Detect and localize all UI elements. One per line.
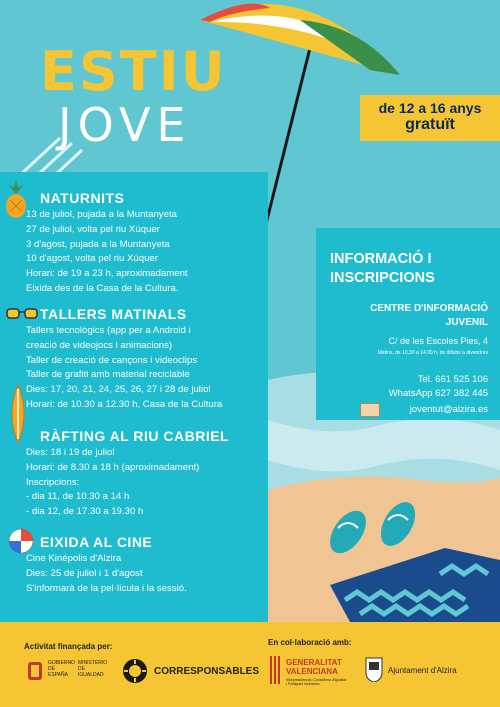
list-item: Dies: 25 de juliol i 1 d'agost [26, 567, 143, 579]
funded-label: Activitat finançada per: [24, 642, 113, 651]
info-title-line: INFORMACIÓ I [330, 251, 432, 267]
list-item: Horari: de 10.30 a 12.30 h, Casa de la Cultura [26, 398, 223, 410]
pineapple-icon [0, 180, 40, 220]
gva-name [286, 658, 342, 676]
centre-name-line: CENTRE D'INFORMACIÓ [370, 303, 488, 314]
list-item: 13 de juliol, pujada a la Muntanyeta [26, 209, 177, 220]
info-title-line: INSCRIPCIONS [330, 270, 435, 286]
spain-coat-of-arms-icon [26, 658, 44, 682]
naturnits-body [26, 208, 188, 297]
phone-number[interactable]: Tel. 661 525 106 [417, 374, 488, 385]
list-item: 10 d'agost, volta pel riu Xúquer [26, 253, 158, 265]
list-item: Dies: 18 i 19 de juliol [26, 447, 115, 458]
tallers-title: TALLERS MATINALS [40, 306, 187, 322]
centre-address: C/ de les Escoles Pies, 4 [388, 336, 488, 346]
list-item: Horari: de 8.30 a 18 h (aproximadament) [26, 461, 200, 473]
list-item: 3 d'agost, pujada a la Muntanyeta [26, 238, 170, 250]
list-item: Taller de grafiti amb material reciclable [26, 369, 190, 381]
footer [0, 622, 500, 707]
title-jove: JOVE [58, 98, 192, 152]
generalitat-flag-icon [268, 656, 282, 684]
age-badge [360, 95, 500, 141]
gov-text: GOBIERNO DE ESPAÑA [48, 660, 75, 678]
gva-name-line: VALENCIANA [286, 667, 338, 676]
whatsapp-number[interactable]: WhatsApp 627 382 445 [388, 388, 488, 399]
sunglasses-icon [6, 305, 38, 323]
rafting-title: RÀFTING AL RIU CABRIEL [40, 428, 230, 444]
price-label: gratuït [405, 116, 455, 133]
corresponsables-text: CORRESPONSABLES [154, 666, 260, 677]
list-item: Eixida des de la Casa de la Cultura. [26, 282, 179, 294]
ajuntament-name: Ajuntament d'Alzira [388, 666, 457, 675]
list-item: S'informarà de la pel·lícula i la sessió. [26, 582, 187, 594]
list-item: Horari: de 19 a 23 h, aproximadament [26, 268, 188, 280]
corresponsables-logo-icon [122, 658, 148, 684]
list-item: creació de videojocs i animacions) [26, 339, 173, 351]
naturnits-title: NATURNITS [40, 190, 125, 206]
beach-ball-icon [8, 528, 34, 554]
mail-icon [360, 403, 380, 417]
list-item: Inscripcions: [26, 476, 80, 488]
centre-name-line: JUVENIL [445, 317, 488, 328]
surfboard-icon [4, 383, 32, 445]
age-range: de 12 a 16 anys [378, 100, 482, 116]
flip-flops-icon [316, 500, 426, 560]
tallers-body [26, 324, 222, 413]
collab-label: En col·laboració amb: [268, 638, 352, 647]
list-item: 27 de juliol, volta pel riu Xúquer [26, 223, 160, 235]
list-item: Cine Kinépolis d'Alzira [26, 553, 122, 564]
info-title [330, 250, 435, 288]
cine-title: EIXIDA AL CINE [40, 534, 153, 550]
centre-hours: Matins, de 10.30 a 14.00 h, de dilluns a divendres [377, 350, 488, 356]
title-estiu: ESTIU [40, 40, 227, 103]
gva-name-line: GENERALITAT [286, 658, 342, 667]
list-item: Taller de creació de cançons i videoclips [26, 354, 198, 366]
list-item: Tallers tecnològics (app per a Android i [26, 325, 191, 336]
activities-panel [0, 172, 268, 622]
info-panel [316, 228, 500, 420]
cine-body [26, 552, 187, 596]
centre-name [370, 302, 488, 330]
ajuntament-shield-icon [364, 656, 384, 682]
ministry-text: MINISTERIO DE IGUALDAD [78, 660, 108, 678]
list-item: - dia 11, de 10.30 a 14 h [26, 491, 130, 503]
gva-subtitle: Vicepresidència i Conselleria d'Igualtat i Polítiques Inclusives [286, 678, 346, 686]
list-item: Dies: 17, 20, 21, 24, 25, 26, 27 i 28 de juliol [26, 384, 211, 396]
email-link[interactable]: joventut@alzira.es [409, 404, 488, 415]
rafting-body [26, 446, 199, 520]
list-item: - dia 12, de 17.30 a 19.30 h [26, 506, 144, 518]
